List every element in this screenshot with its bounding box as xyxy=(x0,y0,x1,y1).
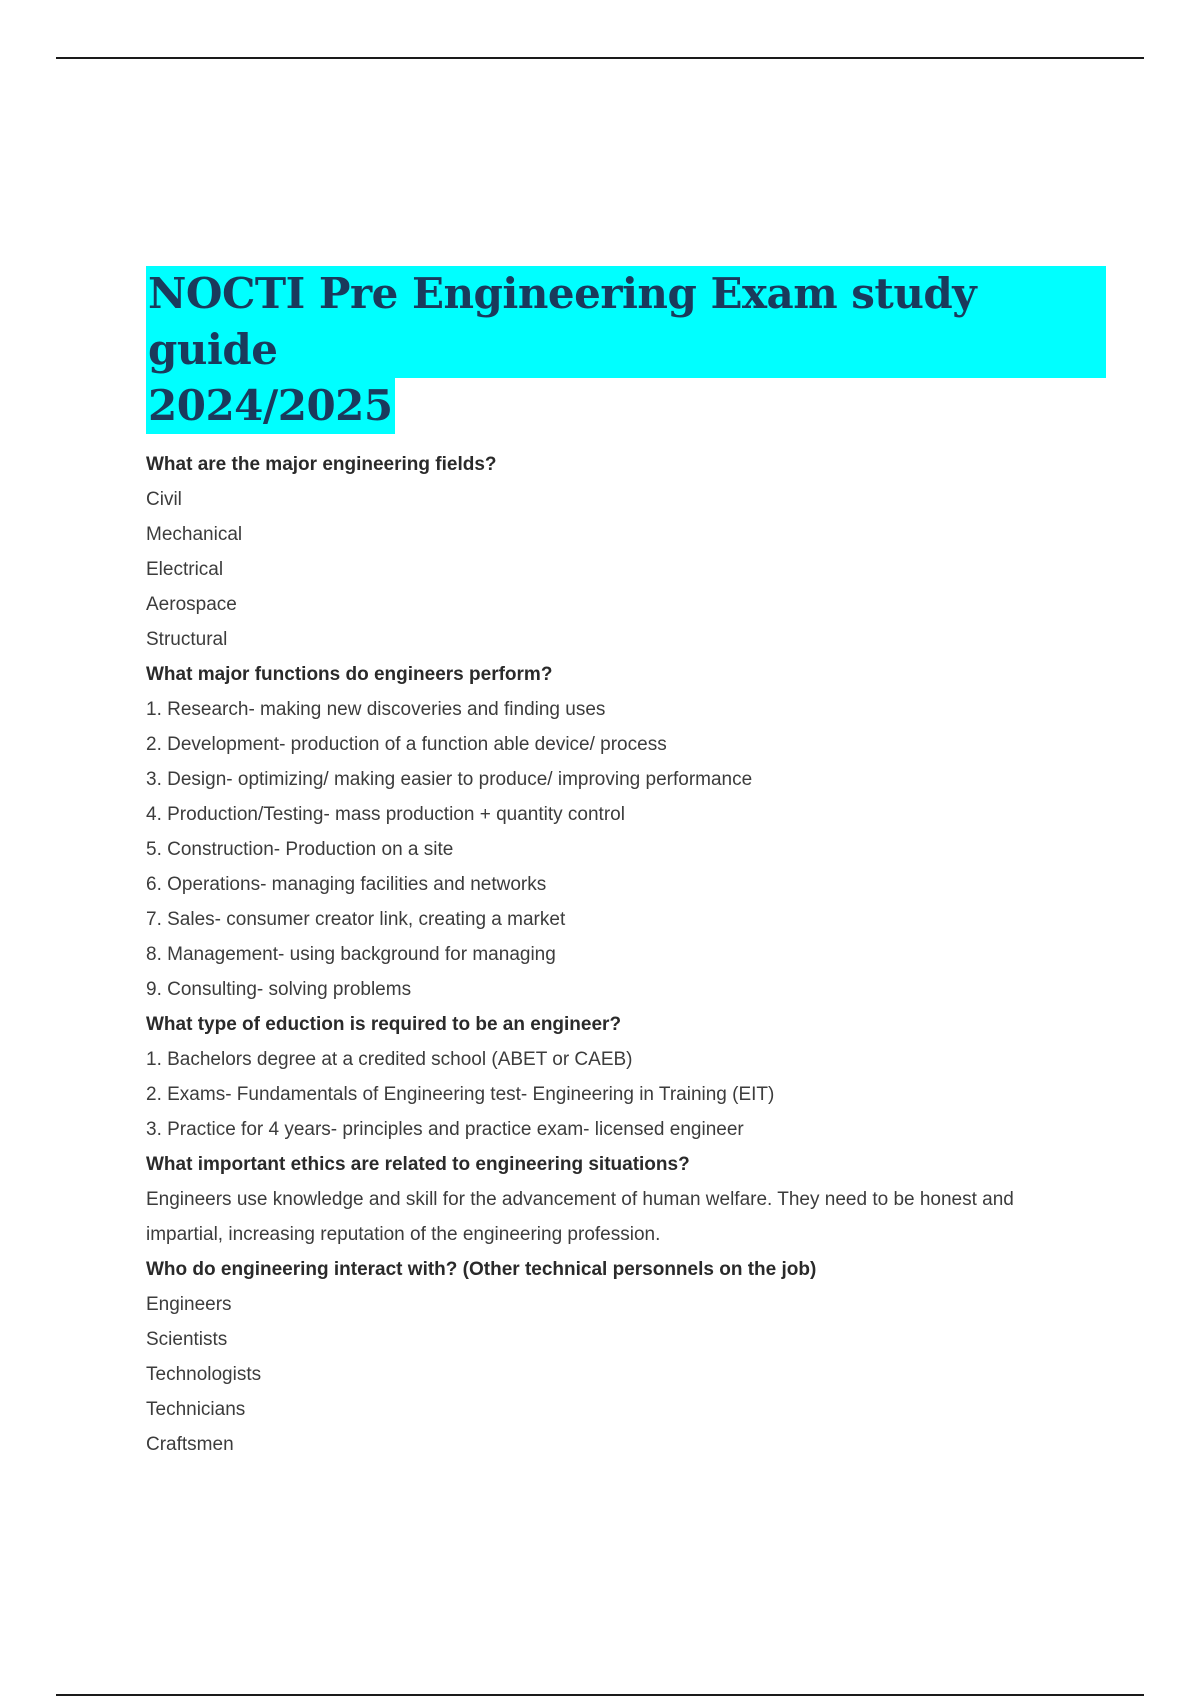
document-title xyxy=(146,266,1106,434)
answer-line: 3. Design- optimizing/ making easier to produce/ improving performance xyxy=(146,769,753,790)
answer-paragraph: Engineers use knowledge and skill for the advancement of human welfare. They need to be honest and impartial, increasing reputation of the engineering profession. xyxy=(146,1189,1014,1245)
answer-line: 6. Operations- managing facilities and networks xyxy=(146,874,547,895)
title-line-2: 2024/2025 xyxy=(146,378,395,434)
answer-line: Civil xyxy=(146,489,182,510)
document-body xyxy=(146,447,1096,1462)
answer-line: 1. Research- making new discoveries and finding uses xyxy=(146,699,606,720)
bottom-rule xyxy=(56,1694,1144,1696)
answer-line: Technicians xyxy=(146,1399,246,1420)
answer-line: Technologists xyxy=(146,1364,262,1385)
answer-line: 9. Consulting- solving problems xyxy=(146,979,412,1000)
answer-line: Engineers xyxy=(146,1294,232,1315)
answer-line: 3. Practice for 4 years- principles and practice exam- licensed engineer xyxy=(146,1119,744,1140)
title-line-1: NOCTI Pre Engineering Exam study guide xyxy=(146,266,1106,378)
answer-line: 2. Development- production of a function able device/ process xyxy=(146,734,667,755)
answer-line: Craftsmen xyxy=(146,1434,234,1455)
answer-line: 1. Bachelors degree at a credited school (ABET or CAEB) xyxy=(146,1049,633,1070)
answer-line: Structural xyxy=(146,629,228,650)
question-heading: What type of eduction is required to be an engineer? xyxy=(146,1014,622,1035)
answer-line: Electrical xyxy=(146,559,224,580)
question-heading: What important ethics are related to engineering situations? xyxy=(146,1154,690,1175)
question-heading: Who do engineering interact with? (Other technical personnels on the job) xyxy=(146,1259,817,1280)
answer-line: 4. Production/Testing- mass production + quantity control xyxy=(146,804,625,825)
answer-line: 2. Exams- Fundamentals of Engineering test- Engineering in Training (EIT) xyxy=(146,1084,775,1105)
top-rule xyxy=(56,57,1144,59)
question-heading: What major functions do engineers perform? xyxy=(146,664,553,685)
answer-line: Scientists xyxy=(146,1329,228,1350)
answer-line: 8. Management- using background for managing xyxy=(146,944,556,965)
question-heading: What are the major engineering fields? xyxy=(146,454,497,475)
answer-line: Mechanical xyxy=(146,524,243,545)
answer-line: 7. Sales- consumer creator link, creating a market xyxy=(146,909,566,930)
answer-line: Aerospace xyxy=(146,594,237,615)
answer-line: 5. Construction- Production on a site xyxy=(146,839,454,860)
